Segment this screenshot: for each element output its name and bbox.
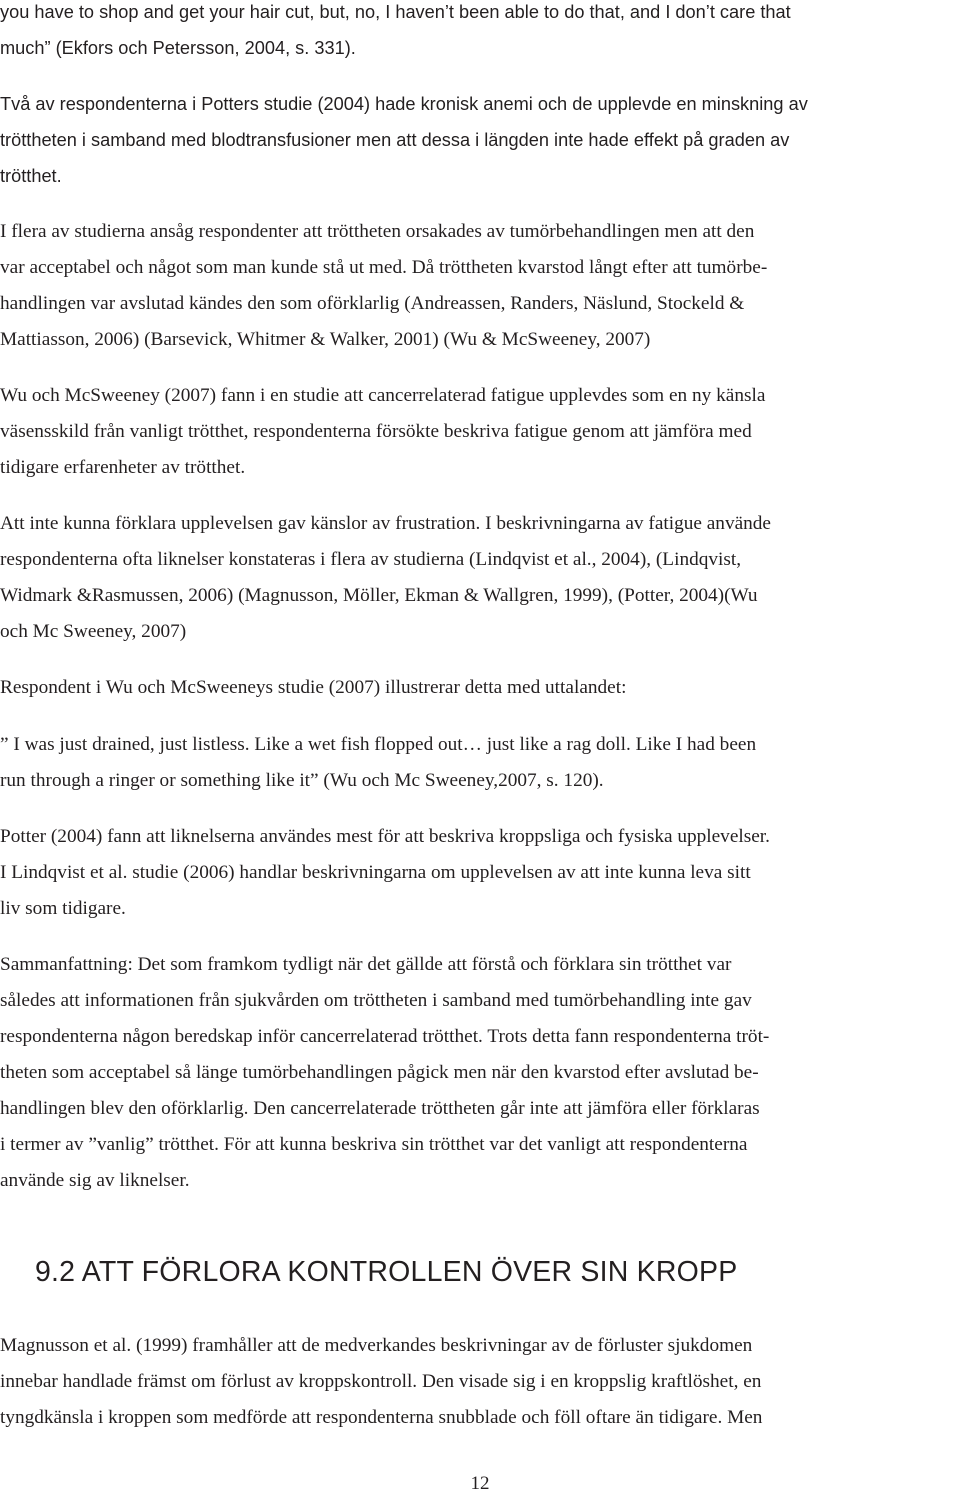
paragraph-5 — [0, 506, 960, 650]
text-line: Potter (2004) fann att liknelserna användes mest för att beskriva kroppsliga och fysiska upplevelser. — [0, 826, 770, 847]
paragraph-4 — [0, 378, 960, 486]
text-line: i termer av ”vanlig” trötthet. För att kunna beskriva sin trötthet var det vanligt att respondenterna — [0, 1134, 748, 1155]
text-line: Wu och McSweeney (2007) fann i en studie att cancerrelaterad fatigue upplevdes som en ny känsla — [0, 385, 766, 406]
paragraph-10 — [0, 1328, 960, 1436]
text-line: använde sig av liknelser. — [0, 1170, 190, 1191]
text-line: och Mc Sweeney, 2007) — [0, 621, 187, 642]
text-line: Respondent i Wu och McSweeneys studie (2007) illustrerar detta med uttalandet: — [0, 677, 627, 698]
text-line: theten som acceptabel så länge tumörbehandlingen pågick men när den kvarstod efter avslutad be- — [0, 1062, 759, 1083]
text-line: handlingen blev den oförklarlig. Den cancerrelaterade tröttheten går inte att jämföra eller förklaras — [0, 1098, 760, 1119]
paragraph-8 — [0, 819, 960, 927]
text-line: väsensskild från vanligt trötthet, respondenterna försökte beskriva fatigue genom att jämföra med — [0, 421, 752, 442]
text-line: you have to shop and get your hair cut, but, no, I haven’t been able to do that, and I don’t care that — [0, 2, 791, 22]
text-line: tröttheten i samband med blodtransfusioner men att dessa i längden inte hade effekt på graden av — [0, 130, 790, 150]
text-line: trötthet. — [0, 166, 62, 186]
paragraph-2 — [0, 86, 960, 194]
text-line: Att inte kunna förklara upplevelsen gav känslor av frustration. I beskrivningarna av fatigue använde — [0, 513, 771, 534]
text-line: respondenterna ofta liknelser konstateras i flera av studierna (Lindqvist et al., 2004), (Lindqvist, — [0, 549, 742, 570]
text-line: var acceptabel och något som man kunde stå ut med. Då tröttheten kvarstod långt efter att tumörbe- — [0, 257, 768, 278]
text-line: tidigare erfarenheter av trötthet. — [0, 457, 246, 478]
text-line: I Lindqvist et al. studie (2006) handlar beskrivningarna om upplevelsen av att inte kunna leva sitt — [0, 862, 751, 883]
text-line: Två av respondenterna i Potters studie (2004) hade kronisk anemi och de upplevde en minskning av — [0, 94, 808, 114]
text-line: run through a ringer or something like it” (Wu och Mc Sweeney,2007, s. 120). — [0, 770, 604, 791]
page-number: 12 — [470, 1473, 490, 1494]
text-line: Widmark &Rasmussen, 2006) (Magnusson, Möller, Ekman & Wallgren, 1999), (Potter, 2004)(Wu — [0, 585, 758, 606]
text-line: ” I was just drained, just listless. Like a wet fish flopped out… just like a rag doll. Like I had been — [0, 734, 757, 755]
section-heading: 9.2 ATT FÖRLORA KONTROLLEN ÖVER SIN KROPP — [35, 1256, 738, 1288]
summary-paragraph — [0, 947, 960, 1199]
paragraph-6 — [0, 670, 960, 706]
quote-paragraph — [0, 727, 960, 799]
text-line: tyngdkänsla i kroppen som medförde att respondenterna snubblade och föll oftare än tidigare. Men — [0, 1407, 763, 1428]
text-line: Mattiasson, 2006) (Barsevick, Whitmer & Walker, 2001) (Wu & McSweeney, 2007) — [0, 329, 651, 350]
text-line: således att informationen från sjukvården om tröttheten i samband med tumörbehandling inte gav — [0, 990, 752, 1011]
text-line: liv som tidigare. — [0, 898, 126, 919]
text-line: much” (Ekfors och Petersson, 2004, s. 331). — [0, 38, 356, 58]
paragraph-3 — [0, 214, 960, 358]
paragraph-1 — [0, 0, 960, 66]
text-line: innebar handlade främst om förlust av kroppskontroll. Den visade sig i en kroppslig kraftlöshet, en — [0, 1371, 762, 1392]
text-line: Sammanfattning: Det som framkom tydligt när det gällde att förstå och förklara sin trötthet var — [0, 954, 732, 975]
text-line: handlingen var avslutad kändes den som oförklarlig (Andreassen, Randers, Näslund, Stockeld & — [0, 293, 745, 314]
text-line: respondenterna någon beredskap inför cancerrelaterad trötthet. Trots detta fann respondenterna tröt- — [0, 1026, 770, 1047]
text-line: Magnusson et al. (1999) framhåller att de medverkandes beskrivningar av de förluster sjukdomen — [0, 1335, 753, 1356]
text-line: I flera av studierna ansåg respondenter att tröttheten orsakades av tumörbehandlingen men att den — [0, 221, 755, 242]
